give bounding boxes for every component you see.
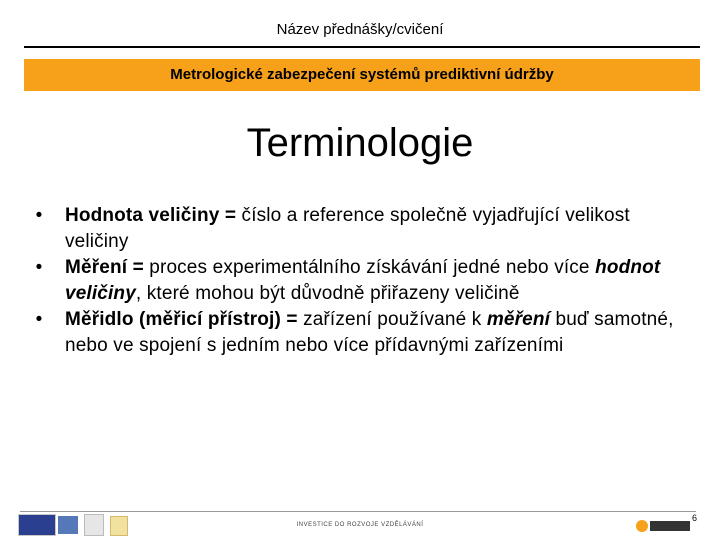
bullet-term: Hodnota veličiny [65, 205, 220, 226]
bullet-item [30, 203, 695, 255]
course-subject-banner: Metrologické zabezpečení systémů prediktivní údržby [24, 59, 700, 91]
partner-brand-logo [636, 515, 698, 535]
header-divider [24, 46, 700, 48]
definition-list [30, 203, 695, 359]
bullet-item [30, 307, 695, 359]
page-number: 6 [692, 513, 698, 523]
bullet-term: Měřidlo (měřicí přístroj) [65, 309, 281, 330]
bullet-definition-rest: , které mohou být důvodně přiřazeny veličině [135, 283, 520, 304]
bullet-dot: • [35, 205, 43, 226]
bullet-emphasis: hodnot veličiny [65, 257, 661, 304]
bullet-separator: = [280, 309, 304, 330]
lecture-title-label: Název přednášky/cvičení [276, 21, 444, 38]
bullet-term: Měření [65, 257, 128, 278]
bullet-definition: zařízení používané k [303, 309, 487, 330]
bullet-separator: = [127, 257, 150, 278]
footer-slogan: INVESTICE DO ROZVOJE VZDĚLÁVÁNÍ [296, 522, 424, 528]
footer-divider [20, 511, 696, 512]
bullet-definition: číslo a reference společně vyjadřující velikost veličiny [65, 205, 630, 252]
bullet-definition: proces experimentálního získávání jedné nebo více [149, 257, 596, 278]
bullet-separator: = [219, 205, 242, 226]
bullet-definition-rest: buď samotné, nebo ve spojení s jedním nebo více přídavnými zařízeními [65, 309, 674, 356]
bullet-dot: • [35, 309, 43, 330]
bullet-item [30, 255, 695, 307]
bullet-emphasis: měření [486, 309, 551, 330]
bullet-dot: • [35, 257, 43, 278]
slide-title: Terminologie [246, 121, 474, 165]
brand-wordmark [650, 521, 690, 531]
brand-circle-icon [636, 520, 648, 532]
